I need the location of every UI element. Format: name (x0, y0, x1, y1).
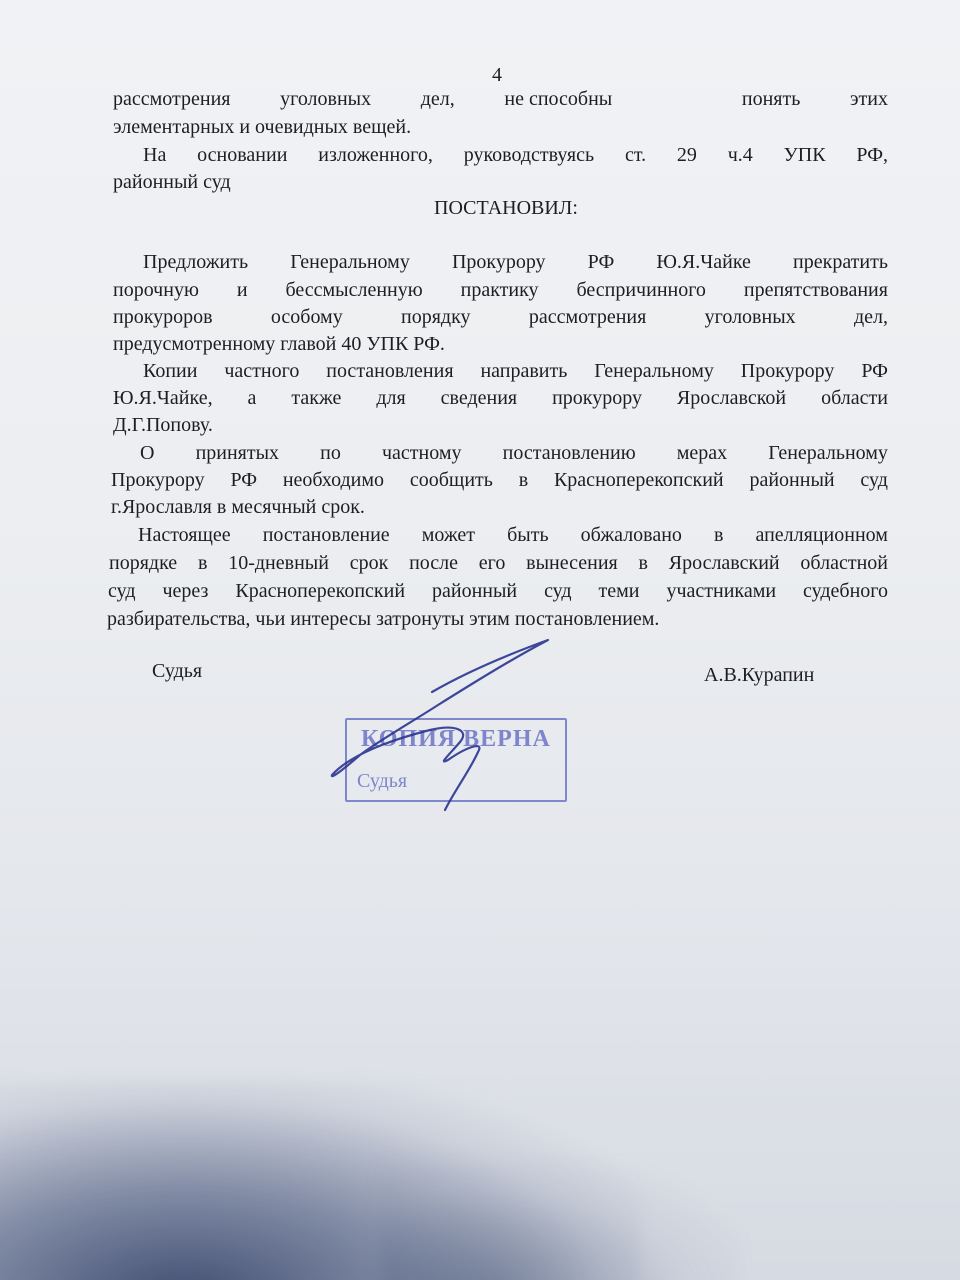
text-line: г.Ярославля в месячный срок. (111, 496, 365, 518)
text-line: Прокурору РФ необходимо сообщить в Красноперекопский районный суд (111, 469, 888, 491)
text-line: О принятых по частному постановлению мерах Генеральному (140, 442, 888, 464)
stamp-subtitle: Судья (357, 770, 408, 792)
page-number: 4 (492, 64, 502, 86)
text-line: Ю.Я.Чайке, а также для сведения прокурору Ярославской области (113, 387, 888, 409)
text-line: порочную и бессмысленную практику беспричинного препятствования (113, 279, 888, 301)
text-line: районный суд (113, 171, 231, 193)
text-line: элементарных и очевидных вещей. (113, 116, 412, 138)
section-heading: ПОСТАНОВИЛ: (434, 197, 578, 219)
signature-role: Судья (152, 660, 203, 682)
stamp-title: КОПИЯ ВЕРНА (361, 726, 551, 752)
text-line: Д.Г.Попову. (113, 414, 213, 436)
text-line: Копии частного постановления направить Генеральному Прокурору РФ (143, 360, 888, 382)
signature-name: А.В.Курапин (704, 664, 815, 686)
text-line: разбирательства, чьи интересы затронуты этим постановлением. (107, 608, 660, 630)
text-line: прокуроров особому порядку рассмотрения уголовных дел, (113, 306, 888, 328)
text-line: порядке в 10-дневный срок после его вынесения в Ярославский областной (109, 552, 888, 574)
text-line: рассмотрения уголовных дел, не способны понять этих (113, 88, 888, 110)
text-line: Предложить Генеральному Прокурору РФ Ю.Я.Чайке прекратить (143, 251, 888, 273)
text-line: предусмотренному главой 40 УПК РФ. (113, 333, 445, 355)
photo-shadow-secondary (380, 1160, 740, 1280)
text-line: На основании изложенного, руководствуясь ст. 29 ч.4 УПК РФ, (143, 144, 888, 166)
text-line: суд через Красноперекопский районный суд теми участниками судебного (108, 580, 888, 602)
text-line: Настоящее постановление может быть обжаловано в апелляционном (138, 524, 888, 546)
handwritten-signature (320, 630, 570, 830)
